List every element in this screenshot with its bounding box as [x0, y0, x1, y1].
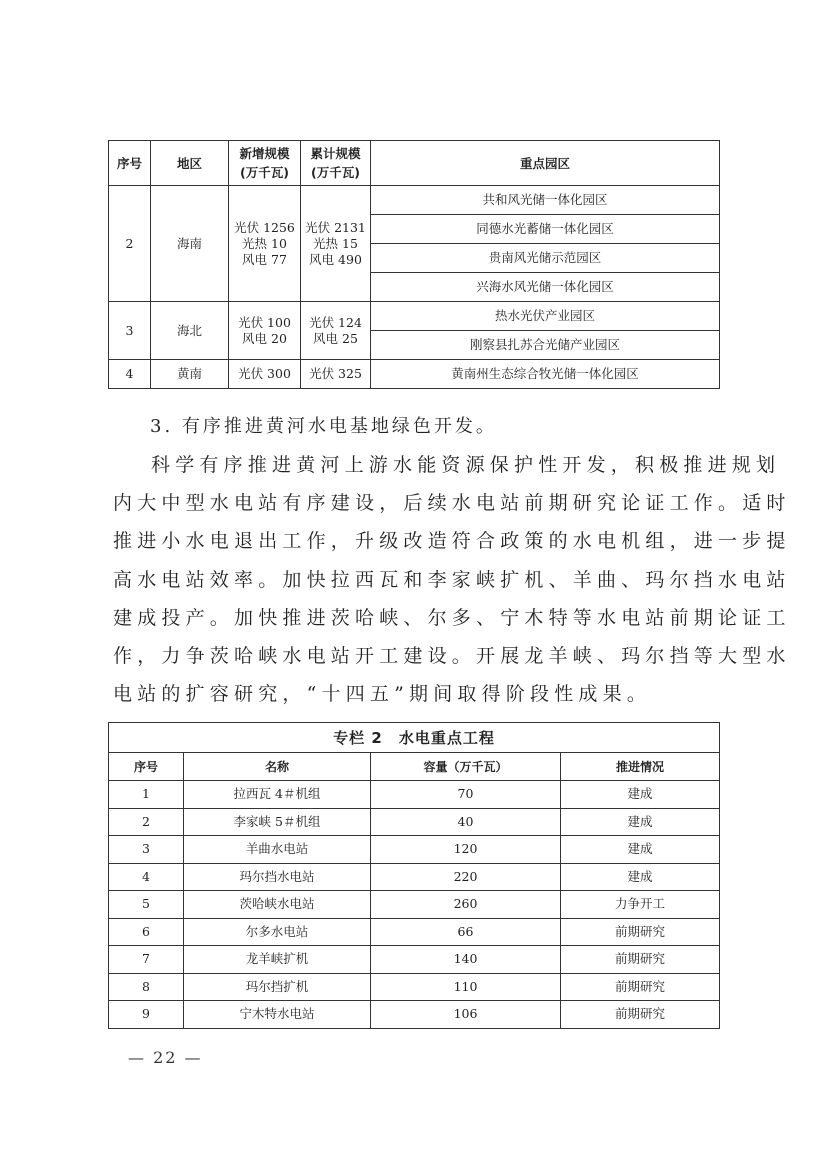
no-text: 3	[125, 322, 134, 338]
cell-name: 茨哈峡水电站	[184, 891, 371, 919]
table-row	[109, 808, 720, 836]
cell-no: 2	[109, 808, 184, 836]
paragraph-line: 电站的扩容研究，“十四五”期间取得阶段性成果。	[113, 683, 652, 706]
total-scale-line: 光伏 2131	[305, 219, 366, 235]
cell-capacity: 260	[371, 891, 561, 919]
paragraph-line: 建成投产。加快推进茨哈峡、尔多、宁木特等水电站前期论证工	[113, 606, 791, 629]
cell-capacity: 140	[371, 946, 561, 974]
cell-status: 前期研究	[561, 973, 720, 1001]
header-new-scale	[229, 141, 301, 186]
cell-total	[301, 302, 371, 360]
paragraph-line: 推进小水电退出工作，升级改造符合政策的水电机组，进一步提	[113, 530, 791, 553]
header-capacity: 容量（万千瓦）	[371, 753, 561, 781]
cell-capacity: 70	[371, 781, 561, 809]
solar-wind-parks-table	[108, 140, 720, 389]
paragraph-line: 作，力争茨哈峡水电站开工建设。开展龙羊峡、玛尔挡等大型水	[113, 644, 791, 667]
header-no: 序号	[109, 753, 184, 781]
cell-name: 拉西瓦 4＃机组	[184, 781, 371, 809]
cell-region	[151, 302, 229, 360]
table-row	[109, 302, 720, 331]
header-region: 地区	[151, 141, 229, 186]
paragraph-line: 科学有序推进黄河上游水能资源保护性开发，积极推进规划	[151, 454, 781, 476]
table-row	[109, 836, 720, 864]
cell-capacity: 220	[371, 863, 561, 891]
table-row	[109, 891, 720, 919]
cell-status: 力争开工	[561, 891, 720, 919]
cell-no: 9	[109, 1001, 184, 1029]
region-text: 海北	[176, 322, 202, 338]
cell-no: 1	[109, 781, 184, 809]
cell-park: 热水光伏产业园区	[371, 302, 720, 331]
table-row	[109, 946, 720, 974]
total-scale-line: 光伏 325	[309, 366, 362, 381]
region-text: 海南	[176, 235, 202, 251]
table-row	[109, 863, 720, 891]
total-scale-line: 风电 490	[309, 251, 362, 267]
total-scale-line: 风电 25	[313, 330, 358, 346]
cell-no: 4	[109, 863, 184, 891]
table-header-row	[109, 753, 720, 781]
new-scale-line: 光伏 1256	[234, 219, 295, 235]
cell-name: 玛尔挡扩机	[184, 973, 371, 1001]
cell-status: 建成	[561, 836, 720, 864]
cell-no: 6	[109, 918, 184, 946]
cell-total	[301, 360, 371, 389]
cell-park: 贵南风光储示范园区	[371, 244, 720, 273]
cell-no	[109, 186, 151, 302]
table-row	[109, 186, 720, 215]
header-name: 名称	[184, 753, 371, 781]
cell-no	[109, 302, 151, 360]
header-parks: 重点园区	[371, 141, 720, 186]
cell-name: 李家峡 5＃机组	[184, 808, 371, 836]
section-heading: 3. 有序推进黄河水电基地绿色开发。	[150, 416, 497, 437]
cell-name: 玛尔挡水电站	[184, 863, 371, 891]
cell-region	[151, 186, 229, 302]
cell-region	[151, 360, 229, 389]
cell-status: 建成	[561, 808, 720, 836]
table-row	[109, 973, 720, 1001]
cell-park: 同德水光蓄储一体化园区	[371, 215, 720, 244]
cell-total	[301, 186, 371, 302]
cell-capacity: 120	[371, 836, 561, 864]
paragraph-line: 高水电站效率。加快拉西瓦和李家峡扩机、羊曲、玛尔挡水电站	[113, 568, 791, 591]
header-text: 新增规模	[239, 146, 290, 161]
cell-capacity: 66	[371, 918, 561, 946]
hydropower-projects-table	[108, 722, 720, 1029]
table-row	[109, 360, 720, 389]
cell-new	[229, 302, 301, 360]
table-row	[109, 781, 720, 809]
header-unit: (万千瓦)	[311, 165, 360, 180]
cell-status: 建成	[561, 781, 720, 809]
cell-status: 建成	[561, 863, 720, 891]
header-total-scale	[301, 141, 371, 186]
total-scale-line: 光热 15	[313, 235, 358, 251]
cell-status: 前期研究	[561, 1001, 720, 1029]
cell-capacity: 40	[371, 808, 561, 836]
cell-park: 黄南州生态综合牧光储一体化园区	[371, 360, 720, 389]
table-row	[109, 1001, 720, 1029]
header-text: 累计规模	[310, 146, 361, 161]
cell-no: 5	[109, 891, 184, 919]
no-text: 4	[125, 366, 134, 381]
new-scale-line: 风电 20	[242, 330, 287, 346]
paragraph-line: 内大中型水电站有序建设，后续水电站前期研究论证工作。适时	[113, 492, 791, 515]
cell-park: 共和风光储一体化园区	[371, 186, 720, 215]
cell-name: 龙羊峡扩机	[184, 946, 371, 974]
cell-name: 尔多水电站	[184, 918, 371, 946]
cell-park: 兴海水风光储一体化园区	[371, 273, 720, 302]
cell-new	[229, 186, 301, 302]
table-title: 专栏 2 水电重点工程	[109, 723, 720, 753]
total-scale-line: 光伏 124	[309, 314, 362, 330]
region-text: 黄南	[176, 366, 202, 381]
new-scale-line: 光热 10	[242, 235, 287, 251]
new-scale-line: 光伏 300	[238, 366, 291, 381]
cell-no: 3	[109, 836, 184, 864]
header-no: 序号	[109, 141, 151, 186]
cell-park: 刚察县扎苏合光储产业园区	[371, 331, 720, 360]
cell-capacity: 106	[371, 1001, 561, 1029]
table-header-row	[109, 141, 720, 186]
table-row	[109, 918, 720, 946]
no-text: 2	[125, 235, 134, 251]
cell-no	[109, 360, 151, 389]
body-paragraph	[113, 452, 791, 719]
cell-status: 前期研究	[561, 918, 720, 946]
header-status: 推进情况	[561, 753, 720, 781]
cell-status: 前期研究	[561, 946, 720, 974]
page-number: — 22 —	[128, 1048, 203, 1067]
cell-new	[229, 360, 301, 389]
cell-capacity: 110	[371, 973, 561, 1001]
cell-name: 宁木特水电站	[184, 1001, 371, 1029]
cell-name: 羊曲水电站	[184, 836, 371, 864]
header-unit: (万千瓦)	[240, 165, 289, 180]
cell-no: 7	[109, 946, 184, 974]
new-scale-line: 光伏 100	[238, 314, 291, 330]
cell-no: 8	[109, 973, 184, 1001]
new-scale-line: 风电 77	[242, 251, 287, 267]
